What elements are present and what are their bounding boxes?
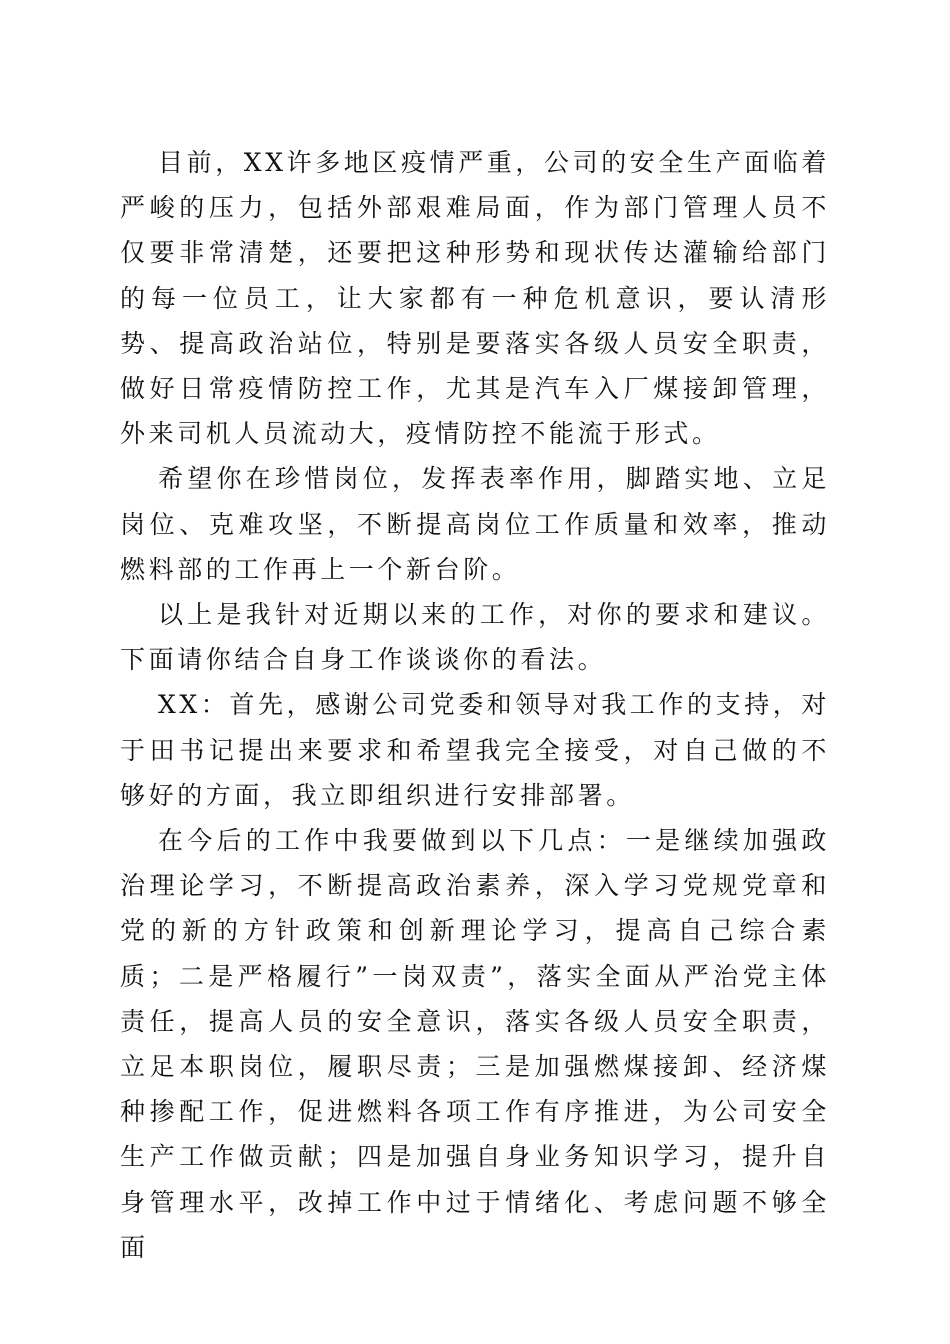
paragraph-xx-response: XX：首先，感谢公司党委和领导对我工作的支持，对于田书记提出来要求和希望我完全接受，对自己做的不够好的方面，我立即组织进行安排部署。 — [120, 690, 830, 810]
paragraph-future-work-plan: 在今后的工作中我要做到以下几点：一是继续加强政治理论学习，不断提高政治素养，深入学习党规党章和党的新的方针政策和创新理论学习，提高自己综合素质；二是严格履行”一岗双责”，落实全面从严治党主体责任，提高人员的安全意识，落实各级人员安全职责，立足本职岗位，履职尽责；三是加强燃煤接卸、经济煤种掺配工作，促进燃料各项工作有序推进，为公司安全生产工作做贡献；四是加强自身业务知识学习，提升自身管理水平，改掉工作中过于情绪化、考虑问题不够全面 — [120, 826, 830, 1262]
paragraph-expectations: 希望你在珍惜岗位，发挥表率作用，脚踏实地、立足岗位、克难攻坚，不断提高岗位工作质量和效率，推动燃料部的工作再上一个新台阶。 — [120, 464, 830, 584]
paragraph-epidemic-situation: 目前，XX许多地区疫情严重，公司的安全生产面临着严峻的压力，包括外部艰难局面，作为部门管理人员不仅要非常清楚，还要把这种形势和现状传达灌输给部门的每一位员工，让大家都有一种危机意识，要认清形势、提高政治站位，特别是要落实各级人员安全职责，做好日常疫情防控工作，尤其是汽车入厂煤接卸管理，外来司机人员流动大，疫情防控不能流于形式。 — [120, 148, 830, 449]
paragraph-request-views: 以上是我针对近期以来的工作，对你的要求和建议。下面请你结合自身工作谈谈你的看法。 — [120, 600, 830, 675]
document-body — [120, 140, 830, 1270]
